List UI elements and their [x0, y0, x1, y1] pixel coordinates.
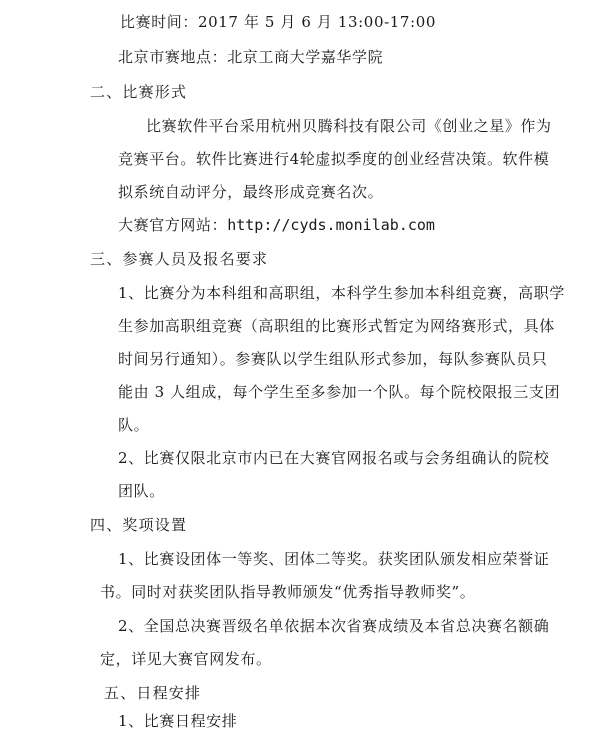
section-4-item-2-line-2: 定，详见大赛官网发布。 — [100, 650, 272, 668]
competition-venue-line: 北京市赛地点：北京工商大学嘉华学院 — [118, 48, 384, 66]
section-3-item-1-line-2: 生参加高职组竞赛（高职组的比赛形式暂定为网络赛形式，具体 — [118, 317, 555, 335]
competition-time-line: 比赛时间：2017 年 5 月 6 月 13:00-17:00 — [120, 13, 436, 31]
section-3-item-1-line-5: 队。 — [118, 416, 150, 434]
official-website-line — [118, 215, 435, 235]
section-2-heading: 二、比赛形式 — [90, 83, 188, 101]
section-3-item-2-line-1: 2、比赛仅限北京市内已在大赛官网报名或与会务组确认的院校 — [118, 449, 550, 467]
section-3-heading: 三、参赛人员及报名要求 — [90, 250, 269, 268]
section-5-heading: 五、日程安排 — [104, 684, 202, 702]
section-2-paragraph-line-1: 比赛软件平台采用杭州贝腾科技有限公司《创业之星》作为 — [146, 117, 552, 135]
official-website-url: http://cyds.monilab.com — [227, 216, 435, 234]
section-5-subheading-1: 1、比赛日程安排 — [118, 712, 238, 730]
section-3-item-2-line-2: 团队。 — [118, 482, 165, 500]
section-3-item-1-line-4: 能由 3 人组成，每个学生至多参加一个队。每个院校限报三支团 — [118, 383, 561, 401]
section-2-paragraph-line-2: 竞赛平台。软件比赛进行4轮虚拟季度的创业经营决策。软件模 — [118, 150, 550, 168]
section-4-heading: 四、奖项设置 — [90, 516, 188, 534]
official-website-label: 大赛官方网站： — [118, 216, 228, 234]
section-4-item-1-line-2: 书。同时对获奖团队指导教师颁发“优秀指导教师奖”。 — [100, 583, 476, 601]
section-3-item-1-line-1: 1、比赛分为本科组和高职组，本科学生参加本科组竞赛，高职学 — [118, 284, 565, 302]
section-2-paragraph-line-3: 拟系统自动评分，最终形成竞赛名次。 — [118, 183, 384, 201]
section-3-item-1-line-3: 时间另行通知）。参赛队以学生组队形式参加，每队参赛队员只 — [118, 350, 548, 368]
section-4-item-2-line-1: 2、全国总决赛晋级名单依据本次省赛成绩及本省总决赛名额确 — [118, 617, 550, 635]
section-4-item-1-line-1: 1、比赛设团体一等奖、团体二等奖。获奖团队颁发相应荣誉证 — [118, 550, 550, 568]
